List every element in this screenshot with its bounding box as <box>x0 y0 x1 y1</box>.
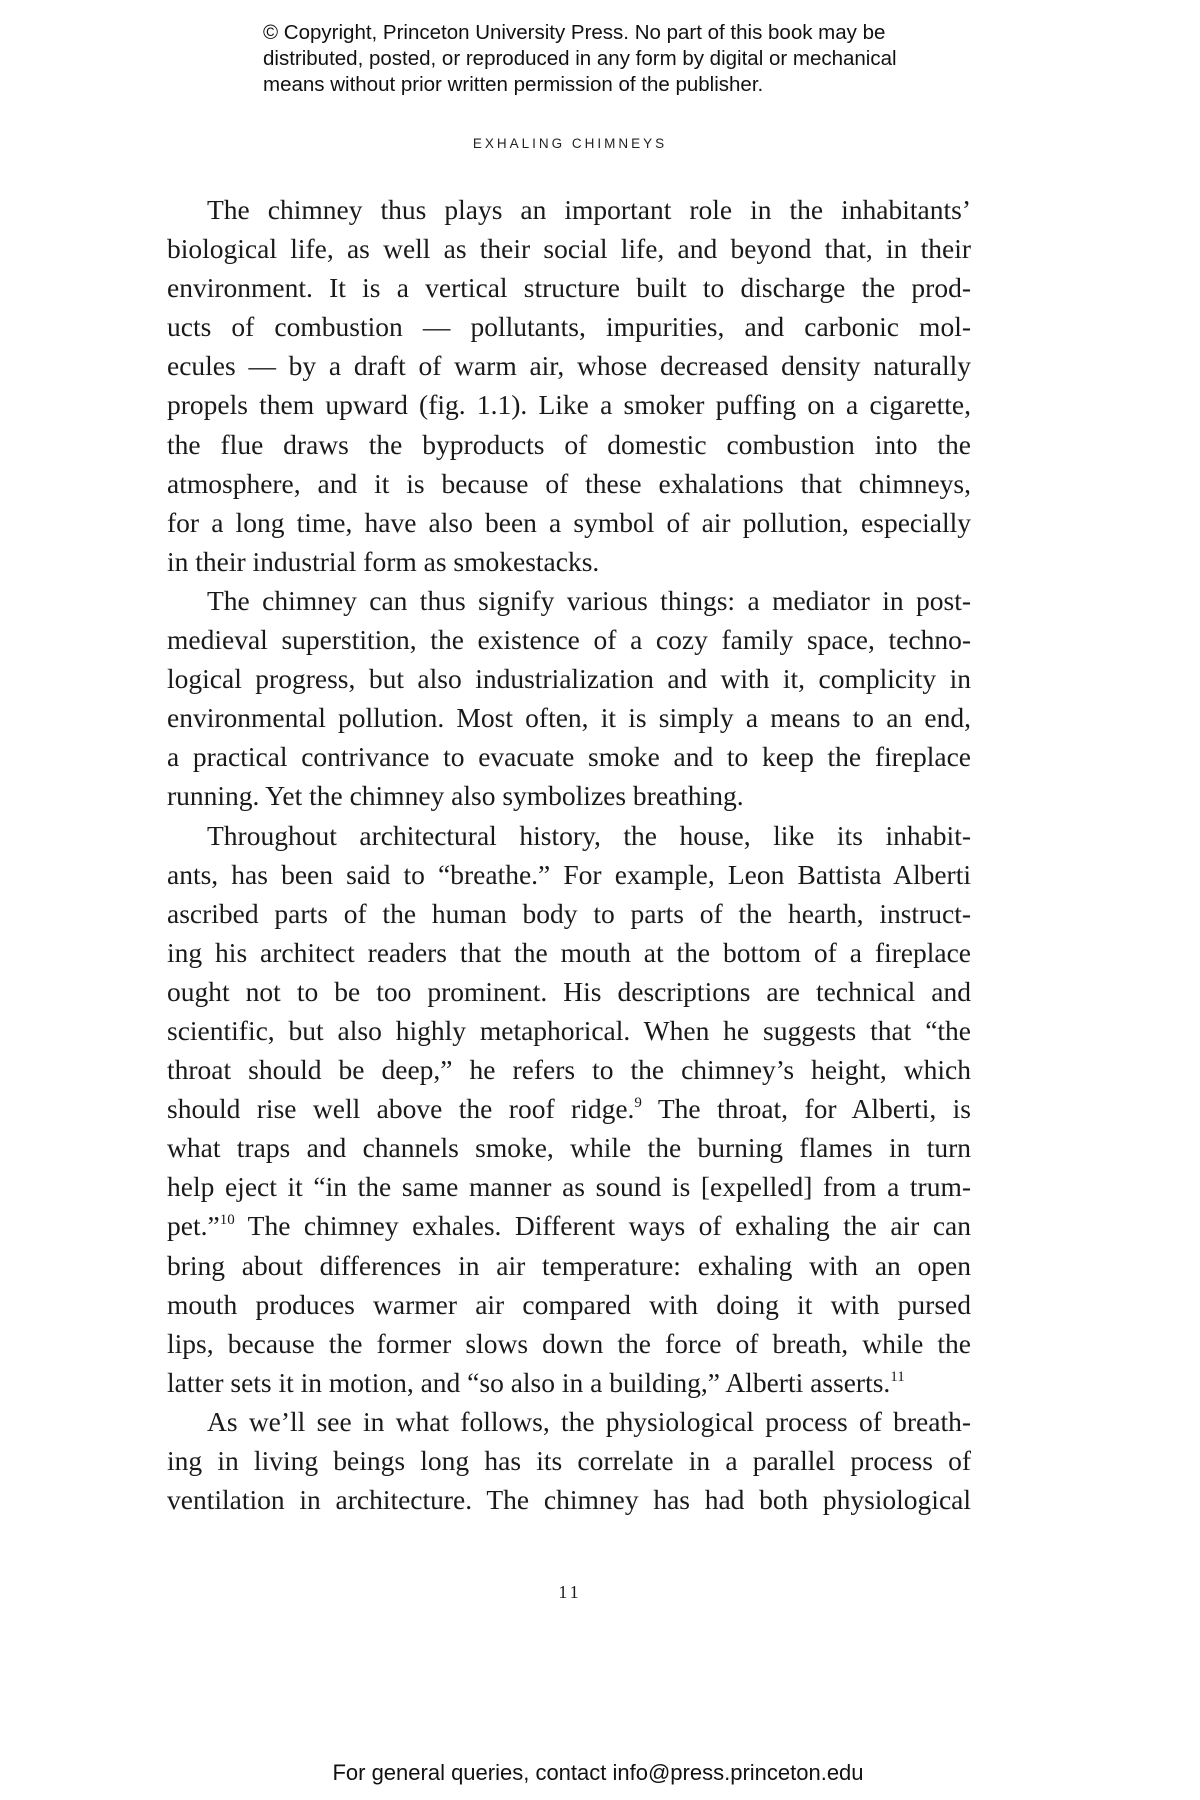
text-span: what traps and channels smoke, while the burning flames in turn <box>167 1132 971 1164</box>
paragraph <box>167 816 971 1402</box>
text-line <box>167 425 971 464</box>
text-line <box>167 894 971 933</box>
text-span: The chimney can thus signify various things: a mediator in post- <box>207 584 971 616</box>
text-span: running. Yet the chimney also symbolizes breathing. <box>167 780 744 812</box>
text-line <box>167 190 971 229</box>
text-line <box>167 933 971 972</box>
text-span: medieval superstition, the existence of a cozy family space, techno- <box>167 624 971 656</box>
text-line <box>167 346 971 385</box>
text-line <box>167 1011 971 1050</box>
paragraph <box>167 1402 971 1519</box>
text-span: ventilation in architecture. The chimney has had both physiological <box>167 1484 971 1516</box>
text-line <box>167 1441 971 1480</box>
text-span: The chimney thus plays an important role in the inhabitants’ <box>207 194 971 225</box>
text-span: ecules — by a draft of warm air, whose decreased density naturally <box>167 350 971 382</box>
text-line <box>167 1050 971 1089</box>
copyright-notice <box>263 20 897 98</box>
text-span: in their industrial form as smokestacks. <box>167 545 600 577</box>
text-line <box>167 1128 971 1167</box>
text-span: ing in living beings long has its correlate in a parallel process of <box>167 1445 971 1476</box>
text-line <box>167 776 971 815</box>
text-span: The chimney exhales. Different ways of exhaling the air can <box>234 1210 971 1242</box>
text-line <box>167 698 971 737</box>
text-line <box>167 1402 971 1441</box>
text-line <box>167 972 971 1011</box>
text-span: As we’ll see in what follows, the physiological process of breath- <box>207 1405 971 1437</box>
text-span: logical progress, but also industrialization and with it, complicity in <box>167 663 971 695</box>
footnote-reference[interactable]: 9 <box>634 1095 642 1112</box>
text-span: mouth produces warmer air compared with doing it with pursed <box>167 1288 971 1320</box>
text-span: help eject it “in the same manner as sound is [expelled] from a trum- <box>167 1171 971 1203</box>
text-span: Throughout architectural history, the house, like its inhabit- <box>207 819 971 851</box>
text-line <box>167 1324 971 1363</box>
text-line <box>167 1246 971 1285</box>
text-line <box>167 307 971 346</box>
text-line <box>167 229 971 268</box>
text-line <box>167 737 971 776</box>
text-span: scientific, but also highly metaphorical. When he suggests that “the <box>167 1014 971 1046</box>
text-span: atmosphere, and it is because of these exhalations that chimneys, <box>167 467 971 499</box>
text-line <box>167 542 971 581</box>
text-span: throat should be deep,” he refers to the chimney’s height, which <box>167 1054 971 1086</box>
text-span: for a long time, have also been a symbol of air pollution, especially <box>167 506 971 538</box>
text-span: ucts of combustion — pollutants, impurities, and carbonic mol- <box>167 311 971 343</box>
copyright-line: © Copyright, Princeton University Press. No part of this book may be <box>263 21 886 44</box>
text-span: ants, has been said to “breathe.” For example, Leon Battista Alberti <box>167 858 971 890</box>
text-line <box>167 268 971 307</box>
text-span: ascribed parts of the human body to parts of the hearth, instruct- <box>167 897 971 929</box>
text-line <box>167 503 971 542</box>
text-span: ought not to be too prominent. His descriptions are technical and <box>167 975 971 1007</box>
text-line <box>167 464 971 503</box>
page-number: 11 <box>558 1582 582 1602</box>
text-line <box>167 1206 971 1245</box>
text-span: biological life, as well as their social life, and beyond that, in their <box>167 233 971 265</box>
text-span: latter sets it in motion, and “so also in a building,” Alberti asserts. <box>167 1366 891 1398</box>
text-line <box>167 659 971 698</box>
text-line <box>167 1167 971 1206</box>
text-line <box>167 1089 971 1128</box>
text-line <box>167 620 971 659</box>
copyright-line: distributed, posted, or reproduced in any form by digital or mechanical <box>263 47 897 70</box>
text-span: environment. It is a vertical structure built to discharge the prod- <box>167 272 971 304</box>
footnote-reference[interactable]: 11 <box>890 1368 905 1385</box>
text-line <box>167 816 971 855</box>
text-line <box>167 855 971 894</box>
text-span: propels them upward (fig. 1.1). Like a smoker puffing on a cigarette, <box>167 389 971 421</box>
text-line <box>167 1285 971 1324</box>
paragraph <box>167 190 971 581</box>
text-line <box>167 385 971 424</box>
running-head: EXHALING CHIMNEYS <box>472 136 668 151</box>
text-line <box>167 1480 971 1519</box>
footnote-reference[interactable]: 10 <box>219 1212 235 1229</box>
text-span: a practical contrivance to evacuate smoke and to keep the fireplace <box>167 741 971 773</box>
text-line <box>167 581 971 620</box>
footer-contact: For general queries, contact info@press.princeton.edu <box>332 1760 864 1785</box>
text-span: the flue draws the byproducts of domestic combustion into the <box>167 428 971 460</box>
copyright-line: means without prior written permission of the publisher. <box>263 73 764 96</box>
text-span: The throat, for Alberti, is <box>641 1093 971 1125</box>
text-span: pet.” <box>167 1210 220 1242</box>
text-span: bring about differences in air temperature: exhaling with an open <box>167 1249 971 1281</box>
paragraph <box>167 581 971 816</box>
text-line <box>167 1363 971 1402</box>
text-span: should rise well above the roof ridge. <box>167 1093 635 1125</box>
text-span: environmental pollution. Most often, it is simply a means to an end, <box>167 702 971 734</box>
text-span: ing his architect readers that the mouth at the bottom of a fireplace <box>167 936 971 968</box>
body-text <box>167 190 971 1519</box>
text-span: lips, because the former slows down the force of breath, while the <box>167 1327 971 1359</box>
